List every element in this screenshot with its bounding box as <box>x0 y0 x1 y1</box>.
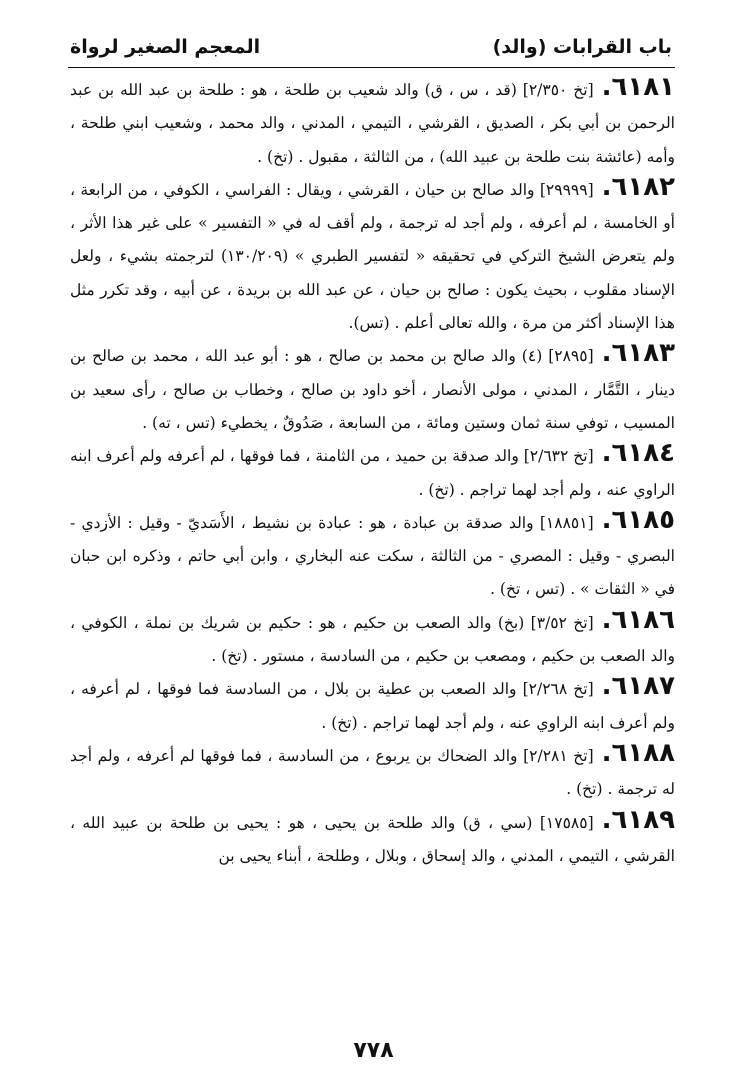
entry-number: ٦١٨٩. <box>601 804 675 835</box>
entry-6182 <box>70 171 676 340</box>
entry-text: [تخ ٢/٦٣٢] والد صدقة بن حميد ، من الثامنة ، فما فوقها ، لم أعرفه ولم أعرف ابنه الراوي عنه ، ولم أجد لهما تراجم . (تخ) . <box>69 447 675 499</box>
entry-text: [١٧٥٨٥] (سي ، ق) والد طلحة بن يحيى ، هو : يحيى بن طلحة بن عبيد الله ، القرشي ، التيمي ، المدني ، والد إسحاق ، وبلال ، وطلحة ، أبناء يحيى بن <box>70 813 675 865</box>
entry-text: [١٨٨٥١] والد صدقة بن عبادة ، هو : عبادة بن نشيط ، الأَسَديّ - وقيل : الأزدي - البصري - وقيل : المصري - من الثالثة ، سكت عنه البخاري ، وابن أبي حاتم ، وذكره ابن حبان في « الثقات » . (تس ، تخ) . <box>70 513 675 599</box>
entry-text: [تخ ٢/٣٥٠] (قد ، س ، ق) والد شعيب بن طلحة ، هو : طلحة بن عبد الله بن عبد الرحمن بن أبي بكر ، الصديق ، القرشي ، التيمي ، المدني ، والد محمد ، وشعيب ابني طلحة ، وأمه (عائشة بنت طلحة بن عبيد الله) ، من الثالثة ، مقبول . (تخ) . <box>70 81 675 166</box>
entry-text: [٢٩٩٩٩] والد صالح بن حيان ، القرشي ، ويقال : الفراسي ، الكوفي ، من الرابعة ، أو الخامسة ، لم أعرفه ، ولم أجد له ترجمة ، ولم أقف له في « التفسير » على غير هذا الأثر ، ولم يتعرض الشيخ التركي في تحقيقه « لتفسير الطبري » (١٣٠/٢٠٩) لترجمته بشيء ، ولعل الإسناد مقلوب ، بحيث يكون : صالح بن حيان ، عن عبد الله بن بريدة ، عن أبيه ، وقد تكرر مثل هذا الإسناد أكثر من مرة ، والله تعالى أعلم . (تس). <box>70 180 676 333</box>
page-number: ٧٧٨ <box>353 1038 394 1063</box>
entry-6184 <box>70 440 675 507</box>
entry-number: ٦١٨١. <box>601 72 676 102</box>
entry-6183 <box>70 340 675 440</box>
entries-body <box>70 74 675 873</box>
entry-6189 <box>70 804 675 874</box>
entry-text: [تخ ٢/٢٨١] والد الضحاك بن يربوع ، من السادسة ، فما فوقها لم أعرفه ، ولم أجد له ترجمة . (تخ) . <box>70 746 675 799</box>
entry-6185 <box>70 504 675 607</box>
entry-number: ٦١٨٦. <box>601 604 675 635</box>
chapter-title: باب القرابات (والد) <box>492 36 672 58</box>
entry-number: ٦١٨٤. <box>601 438 675 469</box>
entry-number: ٦١٨٥. <box>601 504 675 535</box>
entry-6188 <box>70 737 676 807</box>
entry-text: [تخ ٢/٢٦٨] والد الصعب بن عطية بن بلال ، من السادسة فما فوقها ، لم أعرفه ، ولم أعرف ابنه الراوي عنه ، ولم أجد لهما تراجم . (تخ) . <box>70 680 675 732</box>
entry-6181 <box>70 74 675 174</box>
entry-number: ٦١٨٨. <box>601 737 676 768</box>
header-divider <box>68 67 675 68</box>
entry-number: ٦١٨٢. <box>601 171 675 202</box>
entry-6187 <box>70 673 675 740</box>
book-title: المعجم الصغير لرواة <box>70 36 261 58</box>
entry-text: [تخ ٣/٥٢] (بخ) والد الصعب بن حكيم ، هو : حكيم بن شريك بن نملة ، الكوفي ، والد الصعب بن حكيم ، ومصعب بن حكيم ، من السادسة ، مستور . (تخ) . <box>70 613 675 666</box>
entry-number: ٦١٨٣. <box>601 338 676 369</box>
entry-text: [٢٨٩٥] (٤) والد صالح بن محمد بن صالح ، هو : أبو عبد الله ، محمد بن صالح بن دينار ، التَّمَّار ، المدني ، مولى الأنصار ، أخو داود بن صالح ، وخطاب بن صالح ، رأى سعيد بن المسيب ، توفي سنة ثمان وستين ومائة ، من السابعة ، صَدُوقٌ ، يخطيء (تس ، ته) . <box>70 347 675 432</box>
running-header <box>70 30 672 64</box>
entry-6186 <box>70 604 675 674</box>
entry-number: ٦١٨٧. <box>601 671 675 702</box>
